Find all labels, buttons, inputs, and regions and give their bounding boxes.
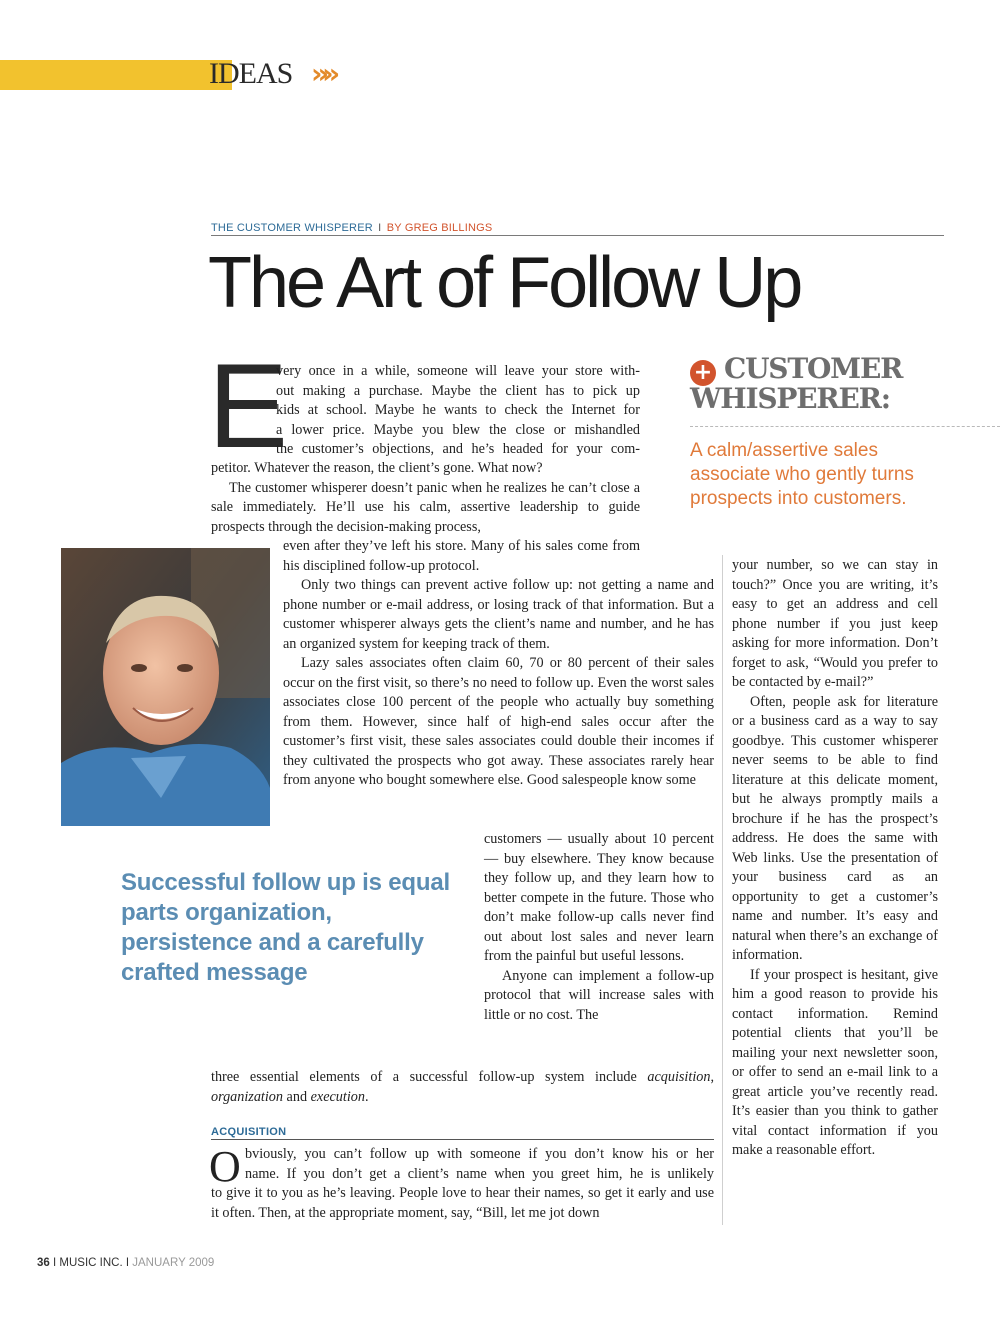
body-text-right <box>484 830 714 1025</box>
pull-quote: Successful follow up is equal parts organization, persistence and a carefully crafted message <box>121 869 450 986</box>
emphasis-term: acquisition <box>647 1069 711 1085</box>
paragraph-continued: your number, so we can stay in touch?” Once you are writing, it’s easy to get an address and cell phone number if you just keep asking for more information. Don’t forget to ask, “Would you prefer to be contacted by e-mail?” <box>732 557 938 690</box>
acquisition-lines <box>245 1145 714 1184</box>
kicker <box>211 221 492 235</box>
page-number: 36 <box>37 1257 50 1269</box>
intro-line: petitor. Whatever the reason, the client’s gone. What now? <box>211 460 543 476</box>
text-run: , <box>710 1069 714 1085</box>
body-text-full <box>211 1068 714 1107</box>
byline: BY GREG BILLINGS <box>386 222 493 234</box>
sidebar-title-line1: CUSTOMER <box>724 352 903 385</box>
sidebar-definition: A calm/assertive sales associate who gently turns prospects into customers. <box>690 440 914 509</box>
body-text-wide <box>283 576 714 791</box>
plus-icon: + <box>690 360 716 386</box>
subheading-acquisition: ACQUISITION <box>211 1126 287 1138</box>
intro-line: very once in a while, someone will leave your store with- <box>276 363 640 379</box>
sidebar-divider <box>690 426 1000 427</box>
column-name: THE CUSTOMER WHISPERER <box>211 222 373 234</box>
footer-separator: I <box>125 1257 130 1269</box>
body-text-column2 <box>732 556 938 1161</box>
paragraph-continued: customers — usually about 10 percent — buy elsewhere. They know because they follow up, and they learn how to better compete in the future. Those who don’t make follow-up calls never find out about lost sales and never learn from the painful but useful lessons. <box>484 831 714 964</box>
paragraph: Lazy sales associates often claim 60, 70 or 80 percent of their sales occur on the first visit, so there’s no need to follow up. Even the worst sales associates close 100 percent of the people who actually buy something from them. However, since half of high-end sales occur after the customer’s first visit, these sales associates could double their incomes if they cultivated the prospects who got away. These associates rarely hear from anyone who bought somewhere else. Good salespeople know some <box>283 655 714 788</box>
kicker-rule <box>211 235 944 236</box>
publication-name: MUSIC INC. <box>59 1257 123 1269</box>
intro-line: kids at school. Maybe he wants to check the Internet for <box>276 402 640 418</box>
intro-line: the customer’s objections, and he’s headed for your com- <box>276 441 640 457</box>
page-footer <box>37 1256 214 1270</box>
acq-line: name. If you don’t get a client’s name when you greet him, he is unlikely <box>245 1165 714 1182</box>
footer-separator: I <box>53 1257 57 1269</box>
paragraph-continued: even after they’ve left his store. Many of his sales come from his disciplined follow-up protocol. <box>283 538 640 574</box>
text-run: and <box>286 1088 308 1105</box>
emphasis-term: execution <box>310 1088 365 1105</box>
section-label: IDEAS <box>209 57 293 90</box>
body-text-narrow <box>283 537 640 576</box>
paragraph: Only two things can prevent active follow up: not getting a name and phone number or e-mail address, or losing track of that information. But a customer whisperer always gets the client’s name and number, and he has an organized system for keeping track of them. <box>283 577 714 652</box>
section-color-band <box>0 60 232 90</box>
paragraph-continued: to give it to you as he’s leaving. People love to hear their names, so get it early and use it often. Then, at the appropriate moment, say, “Bill, let me jot down <box>211 1185 714 1221</box>
intro-line: out making a purchase. Maybe the client has to pick up <box>276 382 640 399</box>
text-run: . <box>364 1088 369 1105</box>
text-run: three essential elements of a successful follow-up system include <box>211 1069 637 1085</box>
emphasis-term: organization <box>211 1088 283 1105</box>
sidebar-title-line2: WHISPERER: <box>690 382 890 415</box>
issue-date: JANUARY 2009 <box>132 1257 215 1269</box>
drop-cap: O <box>209 1142 241 1191</box>
paragraph: If your prospect is hesitant, give him a good reason to provide his contact information. Remind potential clients that you’ll be mailing your next newsletter soon, or offer to send an e-mail link to a great article you’ve recently read. It’s easier than you think to gather vital contact information if you make a reasonable effort. <box>732 966 938 1158</box>
paragraph: Often, people ask for literature or a business card as a way to say goodbye. This customer whisperer never seems to be able to find literature at this delicate moment, but he always promptly mails a brochure if he has the prospect’s address. He does the same with Web links. Use the presentation of your business card as an opportunity to get a customer’s name and number. It’s easy and natural when there’s an exchange of information. <box>732 693 938 963</box>
sidebar-title <box>690 354 902 414</box>
paragraph: The customer whisperer doesn’t panic when he realizes he can’t close a sale immediately. He’ll use his calm, assertive leadership to guide prospects through the decision-making process, <box>211 479 640 535</box>
column-divider <box>722 555 723 1225</box>
intro-line: a lower price. Maybe you blew the close or mishandled <box>276 421 640 438</box>
intro-paragraph <box>276 362 640 460</box>
subheading-rule <box>211 1139 714 1140</box>
paragraph-continued <box>211 1068 714 1107</box>
author-photo <box>61 548 270 826</box>
body-text-intro <box>211 459 640 537</box>
acquisition-text <box>211 1184 714 1223</box>
article-headline: The Art of Follow Up <box>208 243 801 323</box>
chevrons-icon: »» <box>311 57 334 90</box>
kicker-separator: I <box>378 222 382 234</box>
drop-cap: E <box>208 339 289 473</box>
author-portrait-image <box>61 548 270 826</box>
acq-line: bviously, you can’t follow up with someone if you don’t know his or her <box>245 1146 714 1162</box>
paragraph: Anyone can implement a follow-up protocol that will increase sales with little or no cost. The <box>484 967 714 1023</box>
